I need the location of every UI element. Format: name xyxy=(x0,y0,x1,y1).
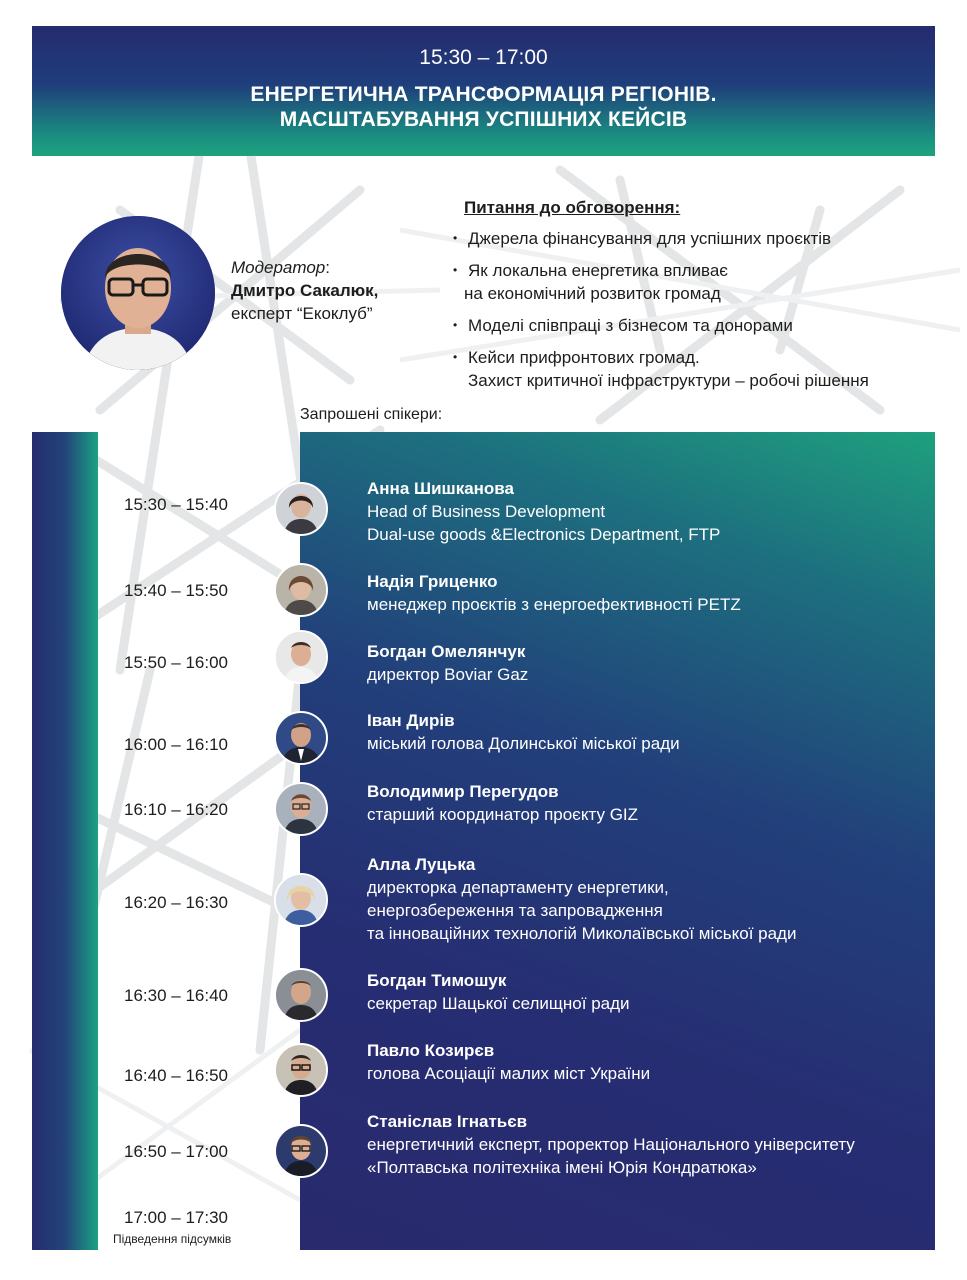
speaker-role-line: «Полтавська політехніка імені Юрія Кондратюка» xyxy=(367,1158,757,1177)
speaker-time: 16:50 – 17:00 xyxy=(124,1142,228,1161)
speaker-time: 15:50 – 16:00 xyxy=(124,653,228,672)
speaker-photo xyxy=(274,1124,328,1178)
wrap-up-time: 17:00 – 17:30 xyxy=(124,1208,228,1227)
speaker-role-line: старший координатор проєкту GIZ xyxy=(367,805,639,824)
session-title xyxy=(32,82,935,132)
moderator-avatar xyxy=(61,216,215,370)
speaker-photo xyxy=(274,711,328,765)
speaker-role-line: та інноваційних технологій Миколаївської міської ради xyxy=(367,924,797,943)
wrap-up-label: Підведення підсумків xyxy=(113,1232,232,1246)
speaker-role-line: енергетичний експерт, проректор Національного університету xyxy=(367,1135,855,1154)
speaker-photo xyxy=(274,563,328,617)
topic-line: • Джерела фінансування для успішних проєктів xyxy=(468,229,832,248)
speaker-photo xyxy=(274,630,328,684)
speaker-info xyxy=(367,1110,855,1179)
speaker-time: 16:20 – 16:30 xyxy=(124,893,228,912)
speaker-role-line: Dual-use goods &Electronics Department, FTP xyxy=(367,525,721,544)
topic-line: • Як локальна енергетика впливає xyxy=(468,261,728,280)
speaker-info xyxy=(367,570,741,616)
speaker-info xyxy=(367,1039,650,1085)
speaker-info xyxy=(367,780,638,826)
speaker-info xyxy=(367,640,528,686)
topic-item xyxy=(453,259,933,305)
moderator-info: Модератор: Дмитро Сакалюк, експерт “Екоклуб” xyxy=(231,258,379,323)
topic-item xyxy=(453,346,933,392)
event-header xyxy=(32,26,935,156)
topic-line: • Моделі співпраці з бізнесом та донорами xyxy=(468,316,793,335)
speaker-name: Алла Луцька xyxy=(367,855,476,874)
speaker-name: Богдан Тимошук xyxy=(367,971,507,990)
speaker-name: Богдан Омелянчук xyxy=(367,642,526,661)
speaker-role-line: енергозбереження та запровадження xyxy=(367,901,663,920)
session-time: 15:30 – 17:00 xyxy=(419,46,548,69)
invited-speakers-label: Запрошені спікери: xyxy=(300,406,443,423)
discussion-topics xyxy=(453,198,933,401)
speaker-info xyxy=(367,853,796,945)
speaker-time: 15:40 – 15:50 xyxy=(124,581,228,600)
topic-item xyxy=(453,314,933,337)
speaker-role-line: директор Boviar Gaz xyxy=(367,665,529,684)
speaker-name: Іван Дирів xyxy=(367,711,455,730)
speaker-role-line: директорка департаменту енергетики, xyxy=(367,878,669,897)
speaker-role-line: менеджер проєктів з енергоефективності PETZ xyxy=(367,595,741,614)
speaker-role-line: Head of Business Development xyxy=(367,502,606,521)
speaker-info xyxy=(367,969,630,1015)
speaker-name: Надія Гриценко xyxy=(367,572,498,591)
moderator-name: Дмитро Сакалюк, xyxy=(231,281,379,300)
speaker-time: 16:40 – 16:50 xyxy=(124,1066,228,1085)
speaker-name: Станіслав Ігнатьєв xyxy=(367,1112,528,1131)
speaker-photo xyxy=(274,482,328,536)
speaker-time: 16:00 – 16:10 xyxy=(124,735,228,754)
session-title-line2: МАСШТАБУВАННЯ УСПІШНИХ КЕЙСІВ xyxy=(279,108,688,131)
speaker-info xyxy=(367,477,720,546)
left-gradient-strip xyxy=(32,432,98,1250)
topic-line: Захист критичної інфраструктури – робочі рішення xyxy=(468,371,869,390)
topic-line: • Кейси прифронтових громад. xyxy=(468,348,700,367)
speaker-photo xyxy=(274,1043,328,1097)
moderator-position: експерт “Екоклуб” xyxy=(231,304,373,323)
speaker-name: Володимир Перегудов xyxy=(367,782,559,801)
speaker-name: Анна Шишканова xyxy=(367,479,514,498)
session-title-line1: ЕНЕРГЕТИЧНА ТРАНСФОРМАЦІЯ РЕГІОНІВ. xyxy=(250,83,717,106)
speaker-time: 16:30 – 16:40 xyxy=(124,986,228,1005)
speaker-photo xyxy=(274,968,328,1022)
speaker-time: 16:10 – 16:20 xyxy=(124,800,228,819)
topics-list xyxy=(453,227,933,392)
topic-item xyxy=(453,227,933,250)
speaker-role-line: голова Асоціації малих міст України xyxy=(367,1064,651,1083)
wrap-up xyxy=(113,1208,232,1246)
speaker-info xyxy=(367,709,680,755)
topics-heading: Питання до обговорення: xyxy=(464,198,681,217)
speaker-photo xyxy=(274,782,328,836)
speaker-time: 15:30 – 15:40 xyxy=(124,495,228,514)
moderator-role: Модератор xyxy=(231,258,326,277)
topic-line: на економічний розвиток громад xyxy=(464,284,721,303)
speaker-role-line: міський голова Долинської міської ради xyxy=(367,734,680,753)
speaker-photo xyxy=(274,873,328,927)
speaker-name: Павло Козирєв xyxy=(367,1041,495,1060)
speaker-role-line: секретар Шацької селищної ради xyxy=(367,994,630,1013)
